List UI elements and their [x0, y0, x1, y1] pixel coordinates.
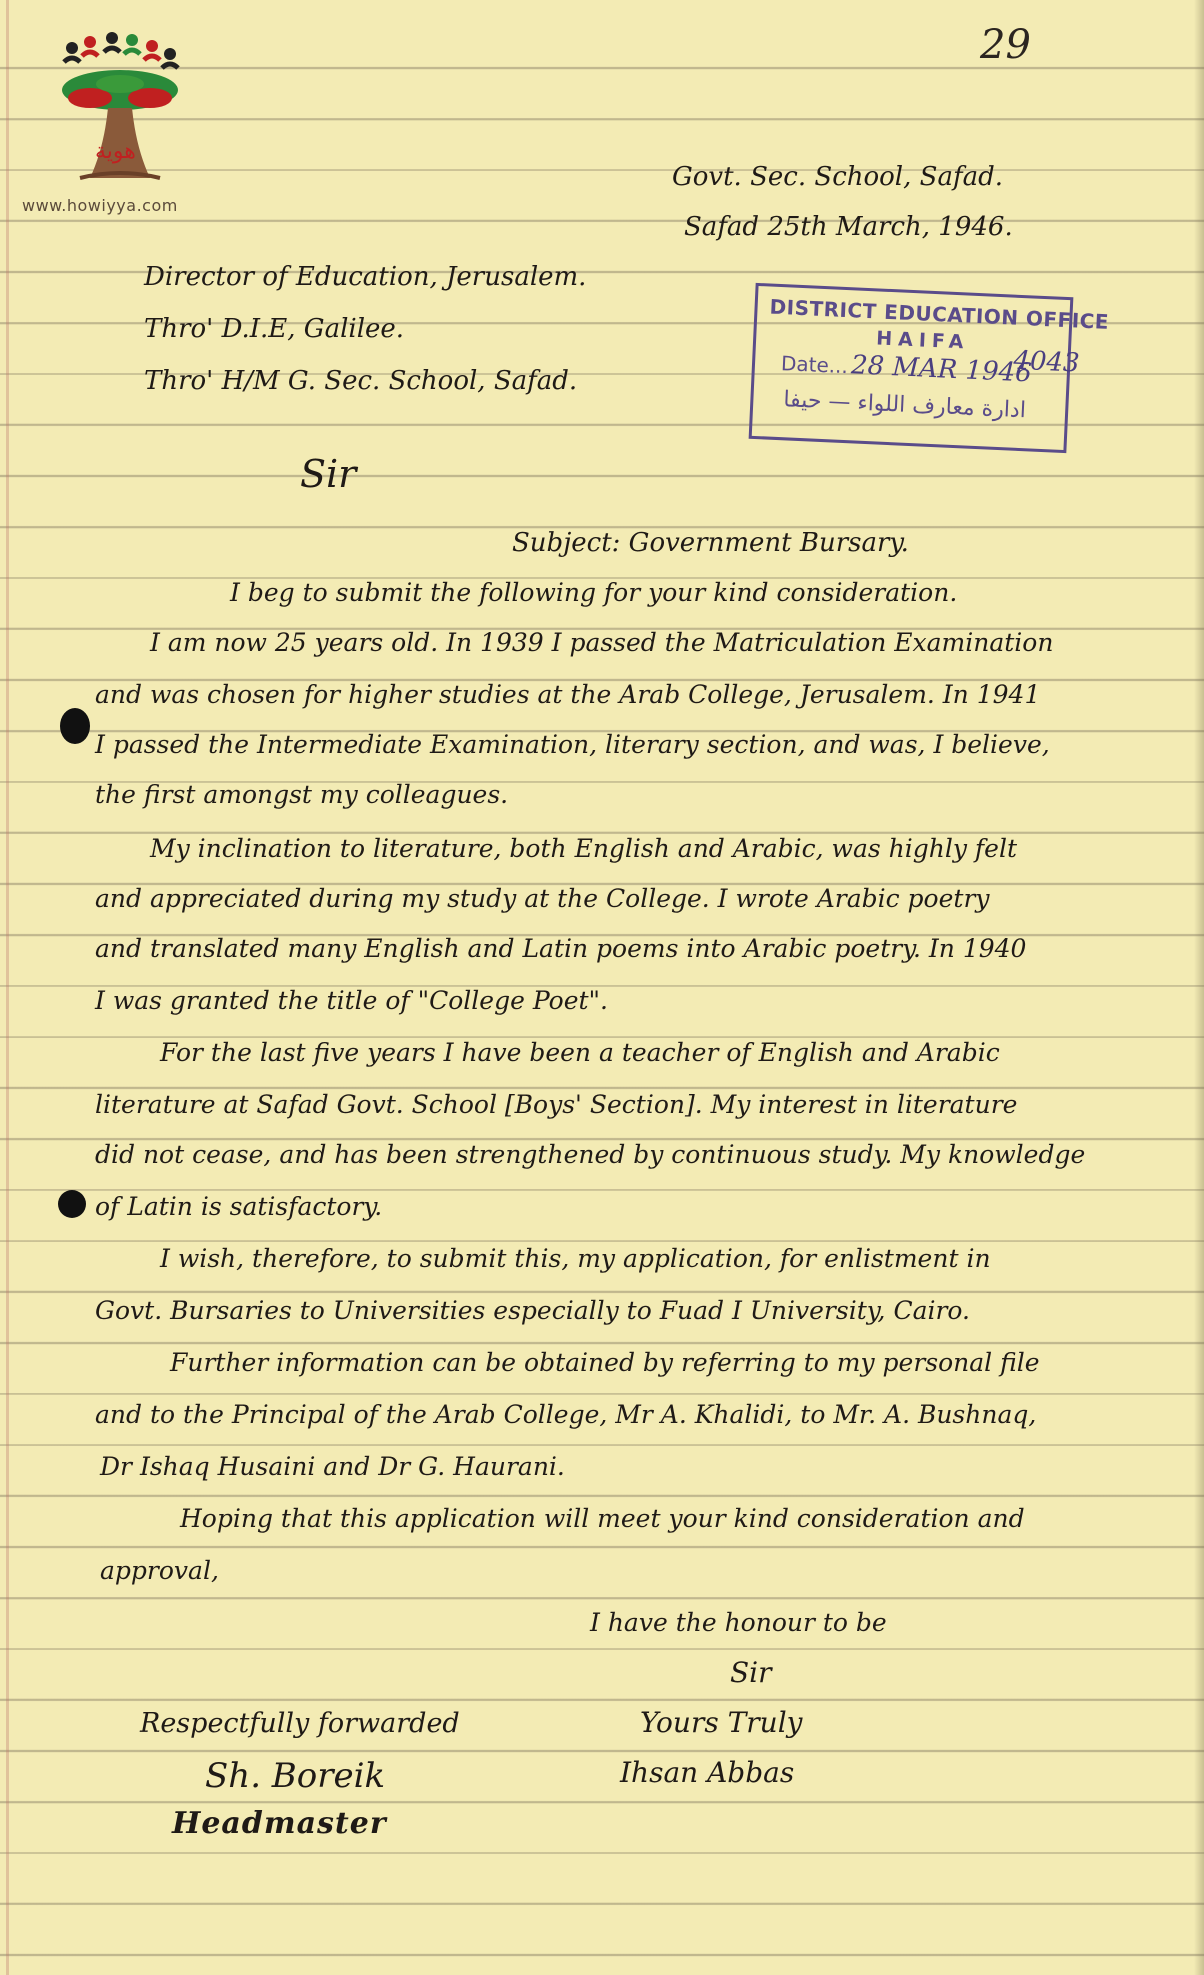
district-education-stamp — [749, 283, 1110, 453]
salutation: Sir — [300, 452, 357, 496]
sender-signature: Ihsan Abbas — [620, 1756, 795, 1789]
body-line: literature at Safad Govt. School [Boys' Section]. My interest in literature — [95, 1090, 1018, 1119]
body-line: of Latin is satisfactory. — [95, 1192, 383, 1221]
school-header: Govt. Sec. School, Safad. — [672, 162, 1003, 192]
body-line: and appreciated during my study at the College. I wrote Arabic poetry — [95, 884, 990, 913]
family-figures-icon — [64, 32, 178, 68]
body-line: Govt. Bursaries to Universities especially to Fuad I University, Cairo. — [95, 1296, 970, 1325]
stamp-date-value: 28 MAR 1946 — [850, 350, 1033, 389]
stamp-office-line: DISTRICT EDUCATION OFFICE — [769, 294, 1110, 334]
body-line: I am now 25 years old. In 1939 I passed the Matriculation Examination — [150, 628, 1054, 657]
stamp-arabic: ادارة معارف اللواء — حيفا — [782, 387, 1027, 424]
address-line-3: Thro' H/M G. Sec. School, Safad. — [144, 366, 578, 396]
address-line-2: Thro' D.I.E, Galilee. — [144, 314, 405, 344]
page-edge — [1194, 0, 1204, 1975]
headmaster-title: Headmaster — [172, 1806, 387, 1841]
body-line: the first amongst my colleagues. — [95, 780, 509, 809]
body-line: My inclination to literature, both English and Arabic, was highly felt — [150, 834, 1017, 863]
body-line: Further information can be obtained by referring to my personal file — [170, 1348, 1040, 1377]
margin-line — [6, 0, 9, 1975]
body-line: I wish, therefore, to submit this, my application, for enlistment in — [160, 1244, 991, 1273]
body-line: and translated many English and Latin poems into Arabic poetry. In 1940 — [95, 934, 1027, 963]
body-line: I beg to submit the following for your kind consideration. — [230, 578, 958, 607]
stamp-date-label: Date... — [780, 351, 849, 379]
body-line: I was granted the title of "College Poet". — [95, 986, 608, 1015]
body-line: approval, — [100, 1556, 219, 1585]
body-line: Dr Ishaq Husaini and Dr G. Haurani. — [100, 1452, 565, 1481]
closing-line: I have the honour to be — [590, 1608, 887, 1637]
howiyya-logo — [20, 28, 220, 218]
body-line: Hoping that this application will meet your kind consideration and — [180, 1504, 1025, 1533]
logo-arabic-text: هوية — [95, 139, 136, 164]
subject-line: Subject: Government Bursary. — [512, 528, 909, 558]
date-line: Safad 25th March, 1946. — [684, 212, 1013, 242]
closing-yours-truly: Yours Truly — [640, 1706, 803, 1739]
closing-sir: Sir — [730, 1656, 772, 1689]
body-line: and to the Principal of the Arab College, Mr A. Khalidi, to Mr. A. Bushnaq, — [95, 1400, 1037, 1429]
logo-url: www.howiyya.com — [22, 196, 178, 215]
body-line: and was chosen for higher studies at the Arab College, Jerusalem. In 1941 — [95, 680, 1041, 709]
body-line: For the last five years I have been a teacher of English and Arabic — [160, 1038, 1000, 1067]
page-number: 29 — [980, 22, 1031, 68]
ink-blot — [58, 1190, 86, 1218]
body-line: did not cease, and has been strengthened by continuous study. My knowledge — [95, 1140, 1086, 1169]
ink-blot — [60, 708, 90, 744]
stamp-number: 4043 — [1012, 345, 1081, 379]
address-line-1: Director of Education, Jerusalem. — [144, 262, 587, 292]
headmaster-signature: Sh. Boreik — [205, 1756, 386, 1796]
stamp-city: HAIFA — [875, 327, 970, 354]
forwarding-note: Respectfully forwarded — [140, 1708, 460, 1739]
body-line: I passed the Intermediate Examination, literary section, and was, I believe, — [95, 730, 1050, 759]
